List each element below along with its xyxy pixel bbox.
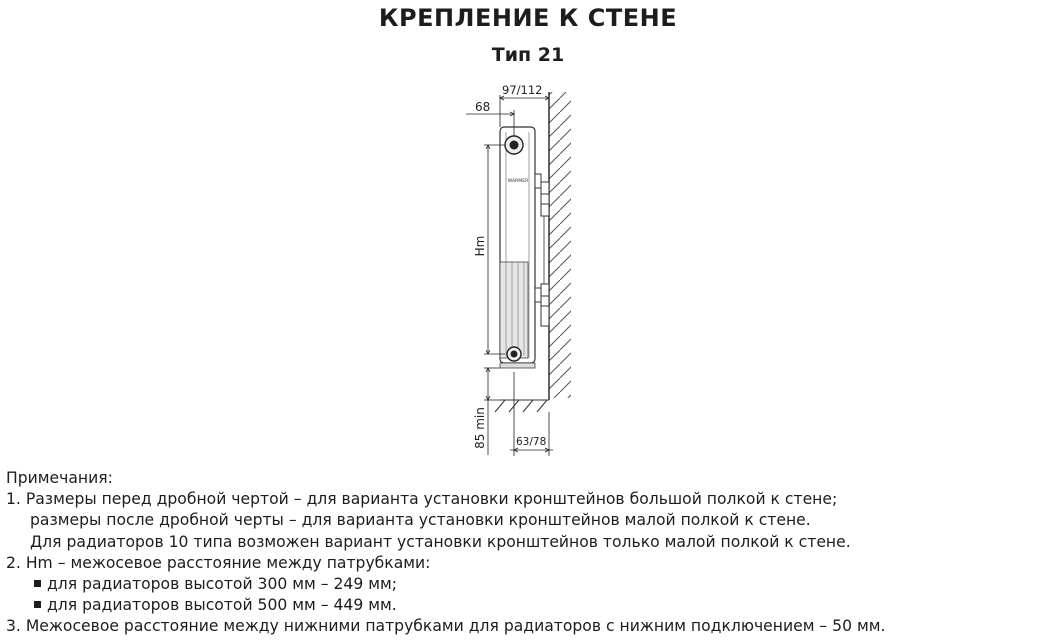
note-subitem [6, 595, 1054, 616]
top-pipe-connector [505, 136, 523, 154]
wall-mount-drawing [440, 70, 590, 462]
page-title: КРЕПЛЕНИЕ К СТЕНЕ [378, 4, 678, 32]
dim-left-label: 68 [475, 100, 491, 114]
dim-top-label: 97/112 [502, 83, 543, 97]
wall [549, 92, 571, 400]
dim-bottom-label: 63/78 [516, 436, 547, 448]
lower-bracket [535, 284, 549, 326]
brand-mark: WARMER [507, 179, 529, 184]
note-item-1-cont: размеры после дробной черты – для варианта установки кронштейнов малой полкой к стене. [30, 511, 811, 530]
notes-block [6, 468, 1054, 638]
note-subitem-text: для радиаторов высотой 500 мм – 449 мм. [47, 596, 397, 615]
notes-heading: Примечания: [6, 469, 113, 487]
note-item-1-cont: Для радиаторов 10 типа возможен вариант установки кронштейнов только малой полкой к стене. [30, 532, 851, 551]
note-item-3: 3. Межосевое расстояние между нижними патрубками для радиаторов с нижним подключением – 50 мм. [6, 617, 886, 636]
note-subitem-text: для радиаторов высотой 300 мм – 249 мм; [47, 575, 398, 594]
dim-bottom-left-label: 85 min [473, 407, 487, 449]
note-subitem [6, 574, 1054, 595]
note-item-1: 1. Размеры перед дробной чертой – для варианта установки кронштейнов большой полкой к стене; [6, 490, 838, 509]
bottom-pipe-connector [507, 347, 521, 361]
note-item-2: 2. Hm – межосевое расстояние между патрубками: [6, 553, 431, 572]
upper-bracket [535, 174, 549, 216]
diagram-subtitle: Тип 21 [491, 44, 565, 66]
dim-height-label: Hm [473, 235, 487, 257]
bullet-square-icon [34, 580, 41, 587]
radiator-body [500, 127, 535, 368]
floor [495, 400, 549, 412]
bullet-square-icon [34, 601, 41, 608]
